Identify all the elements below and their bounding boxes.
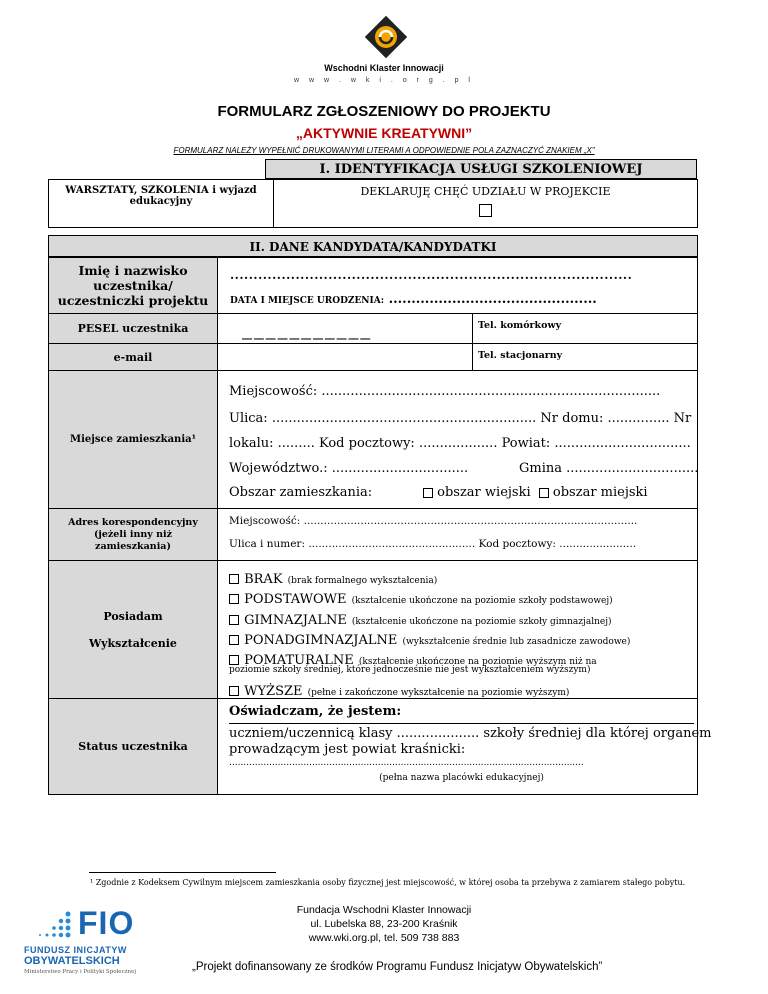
footer-contact: www.wki.org.pl, tel. 509 738 883 (308, 932, 460, 944)
service-table (48, 179, 698, 228)
edu-option-podstawowe: PODSTAWOWE (kształcenie ukończone na poziomie szkoły podstawowej) (229, 588, 613, 607)
landline-label: Tel. stacjonarny (478, 350, 563, 361)
edu-continuation: poziomie szkoły średniej, które jednocześnie nie jest wykształceniem wyższym) (229, 665, 591, 675)
footer-funding: „Projekt dofinansowany ze środków Programu Fundusz Inicjatyw Obywatelskich” (192, 961, 603, 973)
pesel-label: PESEL uczestnika (49, 314, 217, 343)
corr-city[interactable]: Miejscowość: .................................................................................................... (229, 515, 638, 527)
footer-org: Fundacja Wschodni Klaster Innowacji (296, 904, 472, 916)
residence-voivodeship[interactable]: Województwo.: ................................. (229, 461, 469, 476)
edu-checkbox[interactable] (229, 574, 239, 584)
name-field[interactable]: ...................................................................................... (230, 268, 633, 282)
status-authority-line: prowadzącym jest powiat kraśnicki: (229, 742, 466, 757)
edu-option-pomaturalne: POMATURALNE (kształcenie ukończone na poziomie wyższym niż na (229, 649, 597, 668)
edu-checkbox[interactable] (229, 655, 239, 665)
residence-city[interactable]: Miejscowość: .................................................................................. (229, 384, 661, 399)
wki-logo (363, 14, 409, 60)
area-options: obszar wiejski obszar miejski (423, 485, 648, 500)
service-type-label: WARSZTATY, SZKOLENIA i wyjazd edukacyjny (65, 185, 257, 207)
rural-checkbox[interactable] (423, 488, 433, 498)
area-label: Obszar zamieszkania: (229, 485, 373, 500)
status-heading: Oświadczam, że jestem: (229, 704, 402, 719)
fill-instruction: FORMULARZ NALEŻY WYPEŁNIĆ DRUKOWANYMI LITERAMI A ODPOWIEDNIE POLA ZAZNACZYĆ ZNAKIEM „X” (173, 146, 595, 155)
edu-option-wyzsze: WYŻSZE (pełne i zakończone wykształcenie na poziomie wyższym) (229, 680, 569, 699)
fio-line2: OBYWATELSKICH (24, 955, 120, 967)
birth-field[interactable]: DATA I MIEJSCE URODZENIA: .............................................. (230, 292, 597, 307)
fio-line1: FUNDUSZ INICJATYW (24, 945, 127, 955)
corr-street[interactable]: Ulica i numer: .................................................. Kod pocztowy: ....................... (229, 538, 637, 550)
org-url: w w w . w k i . o r g . p l (294, 77, 474, 84)
edu-option-brak: BRAK (brak formalnego wykształcenia) (229, 568, 437, 587)
footnote: ¹ Zgodnie z Kodeksem Cywilnym miejscem zamieszkania osoby fizycznej jest miejscowość, w której osoba ta przebywa z zamiarem stałego pobytu. (90, 878, 686, 887)
form-title: FORMULARZ ZGŁOSZENIOWY DO PROJEKTU (217, 103, 551, 120)
name-label: Imię i nazwisko uczestnika/ uczestniczki projektu (49, 258, 217, 313)
fio-logo: FIO (78, 905, 135, 941)
correspondence-label: Adres korespondencyjny (jeżeli inny niż zamieszkania) (49, 509, 217, 560)
edu-option-ponadgimnazjalne: PONADGIMNAZJALNE (wykształcenie średnie lub zasadnicze zawodowe) (229, 629, 630, 648)
declaration-checkbox[interactable] (479, 204, 492, 217)
section-1-title: I. IDENTYFIKACJA USŁUGI SZKOLENIOWEJ (265, 159, 697, 179)
edu-checkbox[interactable] (229, 615, 239, 625)
email-label: e-mail (49, 344, 217, 370)
status-label: Status uczestnika (49, 699, 217, 794)
school-name-caption: (pełna nazwa placówki edukacyjnej) (379, 773, 544, 783)
org-name: Wschodni Klaster Innowacji (324, 63, 444, 73)
edu-checkbox[interactable] (229, 635, 239, 645)
residence-street[interactable]: Ulica: ................................................................ Nr domu: ............... Nr (229, 411, 692, 426)
edu-checkbox[interactable] (229, 686, 239, 696)
edu-checkbox[interactable] (229, 594, 239, 604)
fio-ministry: Ministerstwo Pracy i Polityki Społecznej (24, 969, 137, 975)
residence-commune[interactable]: Gmina ................................ (519, 461, 699, 476)
project-name: „AKTYWNIE KREATYWNI” (295, 125, 473, 141)
residence-label: Miejsce zamieszkania¹ (49, 371, 217, 508)
mobile-label: Tel. komórkowy (478, 320, 562, 331)
education-label: Posiadam Wykształcenie (49, 561, 217, 698)
pesel-field[interactable]: __ __ __ __ __ __ __ __ __ __ __ (242, 327, 370, 340)
edu-option-gimnazjalne: GIMNAZJALNE (kształcenie ukończone na poziomie szkoły gimnazjalnej) (229, 609, 612, 628)
school-name-field[interactable]: ............................................................................................................................ (229, 758, 584, 768)
declaration-label: DEKLARUJĘ CHĘĆ UDZIAŁU W PROJEKCIE (360, 185, 611, 198)
residence-postal[interactable]: lokalu: ......... Kod pocztowy: ................... Powiat: ................................. (229, 436, 691, 451)
urban-checkbox[interactable] (539, 488, 549, 498)
footer-address: ul. Lubelska 88, 23-200 Kraśnik (310, 918, 458, 930)
section-2-title: II. DANE KANDYDATA/KANDYDATKI (48, 235, 698, 257)
status-class-line[interactable]: uczniem/uczennicą klasy .................... szkoły średniej dla której organem (229, 726, 712, 741)
